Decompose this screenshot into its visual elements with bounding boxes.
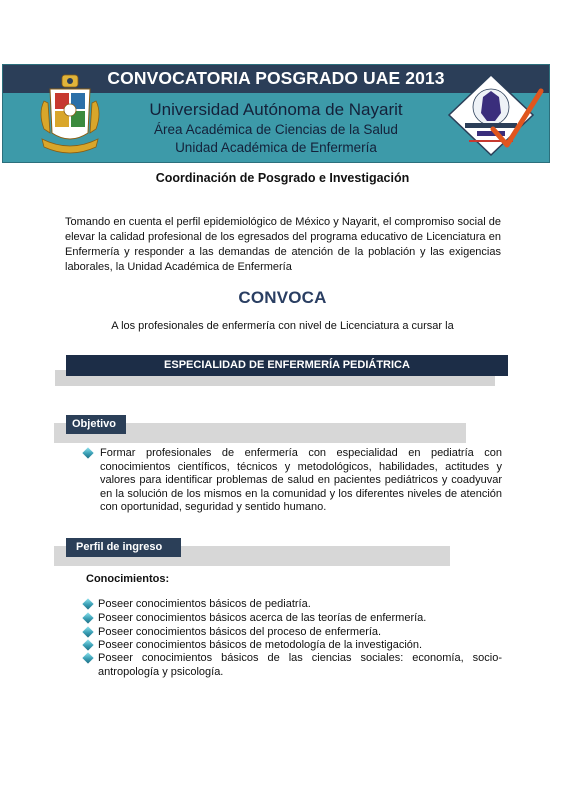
objective-heading: Objetivo [66, 415, 126, 434]
knowledge-item-text: Poseer conocimientos básicos de metodología de la investigación. [98, 639, 423, 651]
convoca-heading: CONVOCA [238, 288, 327, 307]
diamond-bullet-icon [82, 652, 93, 663]
diamond-bullet-icon [82, 626, 93, 637]
academic-area: Área Académica de Ciencias de la Salud [154, 122, 398, 137]
knowledge-item-text: Poseer conocimientos básicos de pediatría. [98, 598, 311, 610]
banner-title: CONVOCATORIA POSGRADO UAE 2013 [107, 68, 445, 88]
specialty-bar: ESPECIALIDAD DE ENFERMERÍA PEDIÁTRICA [66, 355, 508, 376]
university-name: Universidad Autónoma de Nayarit [149, 100, 403, 119]
diamond-bullet-icon [82, 598, 93, 609]
university-seal-icon [36, 73, 104, 155]
objective-text: Formar profesionales de enfermería con especialidad en pediatría con conocimientos científicos, técnicos y metodológicos, habilidades, actitudes y valores para identificar problemas de salud en pacientes pediátricos y coadyuvar en la solución de los mismos en la comunidad y los diferentes niveles de atención con oportunidad, seguridad y sentido humano. [100, 447, 502, 513]
diamond-bullet-icon [82, 612, 93, 623]
diamond-bullet-icon [82, 447, 93, 458]
diamond-bullet-icon [82, 639, 93, 650]
knowledge-item-text: Poseer conocimientos básicos de las ciencias sociales: economía, socio-antropología y psicología. [98, 652, 502, 678]
knowledge-item-text: Poseer conocimientos básicos acerca de las teorías de enfermería. [98, 612, 427, 624]
knowledge-item-text: Poseer conocimientos básicos del proceso de enfermería. [98, 626, 382, 638]
academic-unit: Unidad Académica de Enfermería [175, 140, 377, 155]
header-banner [2, 64, 550, 163]
nursing-emblem-icon [447, 73, 545, 157]
profile-heading: Perfil de ingreso [66, 538, 181, 557]
knowledge-title: Conocimientos: [86, 573, 170, 585]
professionals-line: A los profesionales de enfermería con nivel de Licenciatura a cursar la [111, 320, 454, 332]
intro-paragraph: Tomando en cuenta el perfil epidemiológico de México y Nayarit, el compromiso social de elevar la calidad profesional de los egresados del programa educativo de Licenciatura en Enfermería y responder a las demandas de atención de la población y las exigencias laborales, la Unidad Académica de Enfermería [65, 216, 501, 273]
coordination-heading: Coordinación de Posgrado e Investigación [155, 171, 410, 185]
